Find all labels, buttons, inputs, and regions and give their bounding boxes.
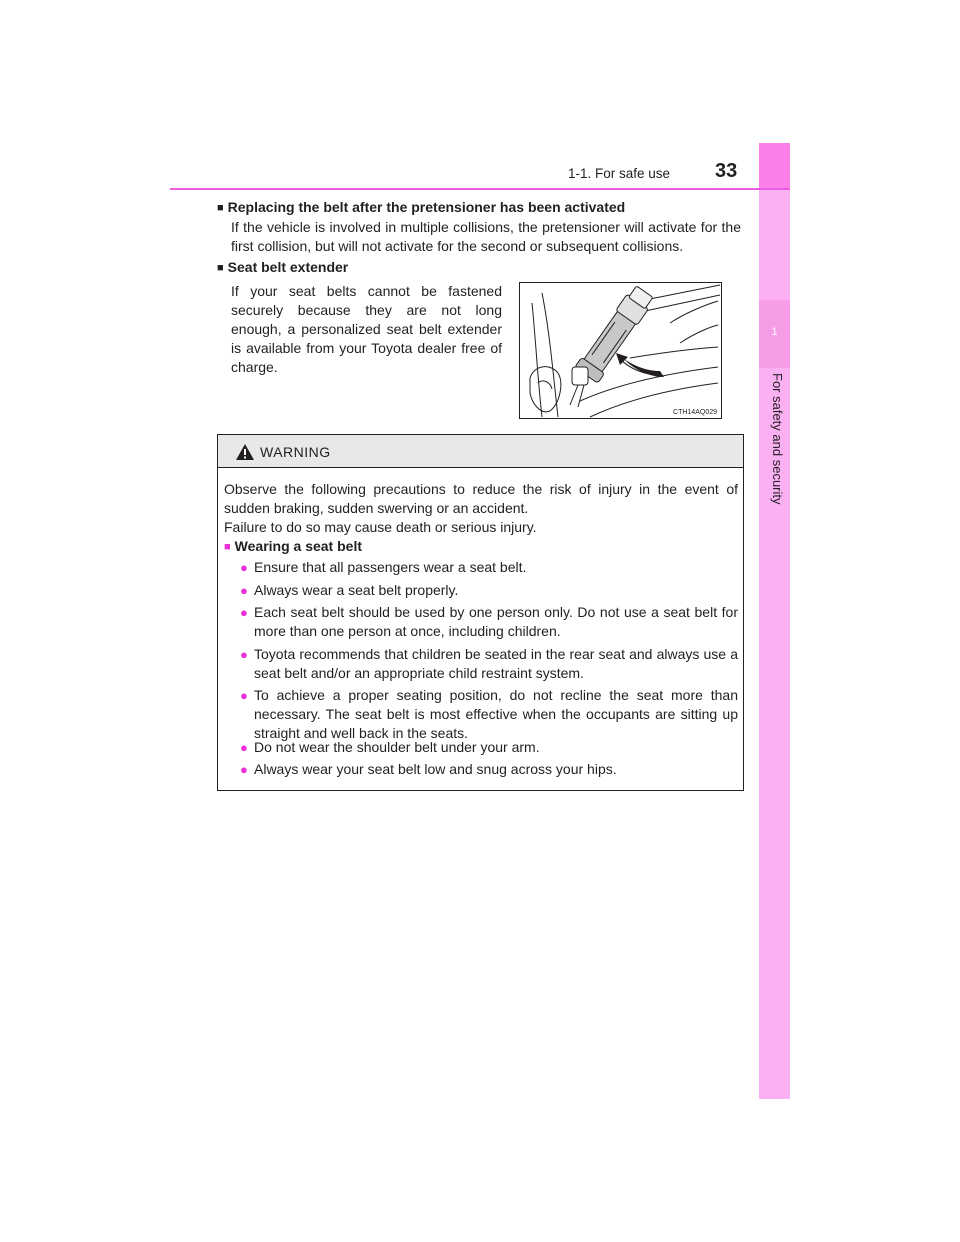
pretensioner-body: If the vehicle is involved in multiple collisions, the pretensioner will activate for the first collision, but will not activate for the second or subsequent collisions. <box>231 219 741 254</box>
chapter-number: 1 <box>771 326 778 338</box>
bullet-dot-icon: ● <box>240 605 248 620</box>
extender-body: If your seat belts cannot be fastened securely because they are not long enough, a personalized seat belt extender is available from your Toyota dealer free of charge. <box>231 283 502 375</box>
bullet-dot-icon: ● <box>240 583 248 598</box>
warning-intro-1: Observe the following precautions to reduce the risk of injury in the event of sudden braking, sudden swerving or an accident. <box>224 481 738 516</box>
warning-intro-2: Failure to do so may cause death or serious injury. <box>224 519 537 535</box>
warning-title: WARNING <box>260 444 331 460</box>
bullet-dot-icon: ● <box>240 560 248 575</box>
section-heading-extender <box>217 259 348 275</box>
section-title: 1-1. For safe use <box>568 166 671 181</box>
warning-triangle-icon <box>235 443 255 461</box>
warning-subheading-text: Wearing a seat belt <box>234 538 362 554</box>
bullet-dot-icon: ● <box>240 740 248 755</box>
warning-box: WARNING Observe the following precautions to reduce the risk of injury in the event of sudden braking, sudden swerving or an accident. Failure to do so may cause death or serious injury. ■ Wearing a seat belt ● Ensure that all passengers wear a seat belt. ● Always wear a seat belt properly. ● Each seat belt should be used by one person only. Do not use a seat belt for more than one person at once, including children. ● Toyota recommends that children be seated in the rear seat and always use a seat belt and/or an appropriate child restraint system. ● To achieve a proper seating position, do not recline the seat more than necessary. The seat belt is most effective when the occupants are sitting up straight and well back in the seats. ● Do not wear the shoulder belt under your arm. ● Always wear your seat belt low and snug across your hips. <box>217 434 744 791</box>
chapter-side-tab <box>759 143 790 1099</box>
bullet-dot-icon: ● <box>240 762 248 777</box>
section-heading-text: Replacing the belt after the pretensioner has been activated <box>227 199 626 215</box>
square-bullet-icon: ■ <box>217 202 224 214</box>
bullet-dot-icon: ● <box>240 688 248 703</box>
warning-subheading <box>224 537 362 557</box>
square-bullet-icon: ■ <box>217 262 224 274</box>
seat-belt-extender-illustration <box>520 283 721 418</box>
bullet-dot-icon: ● <box>240 647 248 662</box>
figure-code: CTH14AQ029 <box>673 409 717 416</box>
section-heading-text: Seat belt extender <box>227 259 349 275</box>
seat-belt-extender-figure <box>519 282 722 419</box>
chapter-side-tab-top <box>759 143 790 188</box>
header-rule <box>170 188 790 190</box>
section-heading-pretensioner <box>217 199 625 215</box>
chapter-title: For safety and security <box>770 373 785 505</box>
page-number: 33 <box>715 160 738 182</box>
warning-header <box>218 435 743 468</box>
square-bullet-icon: ■ <box>224 541 231 553</box>
